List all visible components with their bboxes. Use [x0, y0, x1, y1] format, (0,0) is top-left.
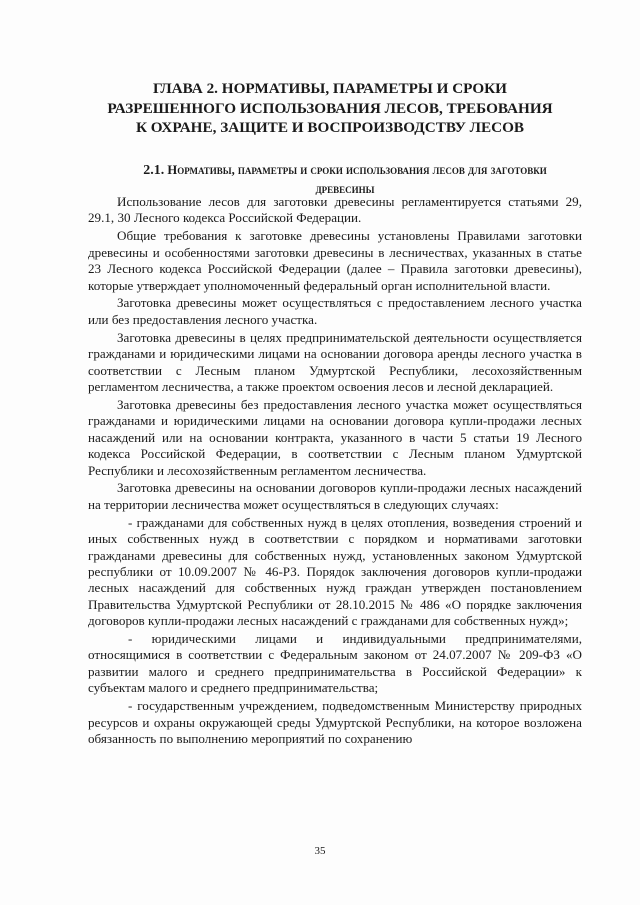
- paragraph: Использование лесов для заготовки древесины регламентируется статьями 29, 29.1, 30 Лесного кодекса Российской Федерации.: [88, 194, 582, 226]
- paragraph: Общие требования к заготовке древесины установлены Правилами заготовки древесины и особенностями заготовки древесины в лесничествах, указанных в статье 23 Лесного кодекса Российской Федерации (далее – Правила заготовки древесины), которые утверждает уполномоченный федеральный орган исполнительной власти.: [88, 228, 582, 293]
- section-number: 2.1.: [143, 163, 165, 178]
- paragraph: Заготовка древесины на основании договоров купли-продажи лесных насаждений на территории лесничества может осуществляться в следующих случаях:: [88, 480, 582, 512]
- list-item: - гражданами для собственных нужд в целях отопления, возведения строений и иных собственных нужд в соответствии с порядком и нормативами заготовки гражданами древесины для собственных нужд, установленных законом Удмуртской республики от 10.09.2007 № 46-РЗ. Порядок заключения договоров купли-продажи лесных насаждений для собственных нужд граждан утвержден постановлением Правительства Удмуртской Республики от 28.10.2015 № 486 «О порядке заключения договоров купли-продажи лесных насаждений с гражданами для собственных нужд»;: [88, 514, 582, 629]
- document-body: [88, 194, 582, 749]
- list-item: - юридическими лицами и индивидуальными предпринимателями, относящимися в соответствии с Федеральным законом от 24.07.2007 № 209-ФЗ «О развитии малого и среднего предпринимательства в Российской Федерации» к субъектам малого и среднего предпринимательства;: [88, 631, 582, 696]
- paragraph: Заготовка древесины может осуществляться с предоставлением лесного участка или без предоставления лесного участка.: [88, 295, 582, 327]
- paragraph: Заготовка древесины в целях предпринимательской деятельности осуществляется гражданами и юридическими лицами на основании договора аренды лесного участка в соответствии с Лесным планом Удмуртской Республики, лесохозяйственным регламентом лесничества, а также проектом освоения лесов и лесной декларацией.: [88, 329, 582, 394]
- section-title-text: Нормативы, параметры и сроки использования лесов для заготовки древесины: [167, 163, 547, 196]
- paragraph: Заготовка древесины без предоставления лесного участка может осуществляться гражданами и юридическими лицами на основании договора купли-продажи лесных насаждений или на основании контракта, указанного в части 5 статьи 19 Лесного кодекса Российской Федерации, в соответствии с Лесным планом Удмуртской Республики и лесохозяйственным регламентом лесничества.: [88, 396, 582, 478]
- chapter-title: ГЛАВА 2. НОРМАТИВЫ, ПАРАМЕТРЫ И СРОКИ РАЗРЕШЕННОГО ИСПОЛЬЗОВАНИЯ ЛЕСОВ, ТРЕБОВАНИЯ К ОХРАНЕ, ЗАЩИТЕ И ВОСПРОИЗВОДСТВУ ЛЕСОВ: [107, 80, 553, 136]
- section-title: [120, 161, 570, 198]
- list-item: - государственным учреждением, подведомственным Министерству природных ресурсов и охраны окружающей среды Удмуртской Республики, на которое возложена обязанность по выполнению мероприятий по сохранению: [88, 698, 582, 746]
- page-number: 35: [314, 845, 326, 857]
